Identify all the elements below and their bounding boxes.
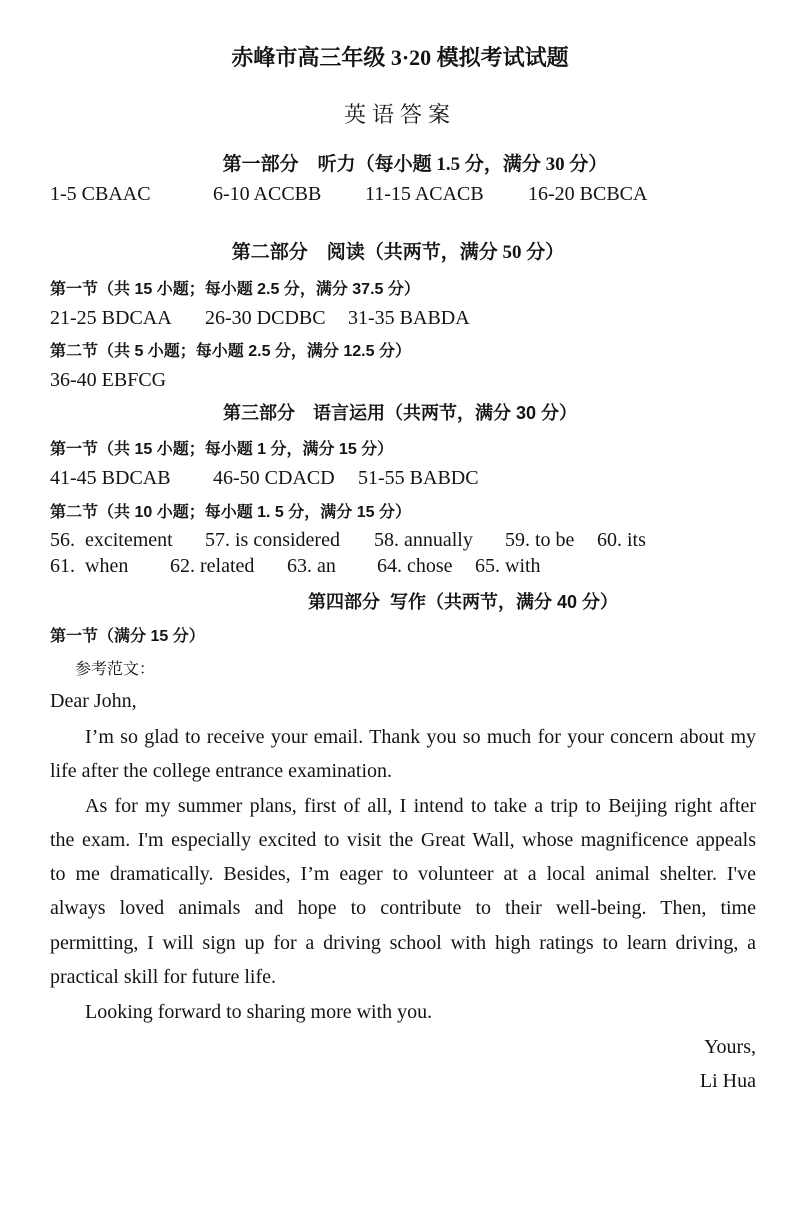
answer-group: 21-25 BDCAA <box>50 307 172 329</box>
fill-answer: 57. is considered <box>205 529 340 551</box>
answer-group: 36-40 EBFCG <box>50 369 167 391</box>
letter-line: the exam. I'm especially excited to visit the Great Wall, whose magnificence appeals <box>50 829 756 851</box>
letter-line: I’m so glad to receive your email. Thank you so much for your concern about my <box>85 726 756 748</box>
fill-answer: 63. an <box>287 555 336 577</box>
answer-group: 16-20 BCBCA <box>528 183 648 205</box>
letter-line: practical skill for future life. <box>50 966 277 988</box>
fill-answer: 60. its <box>597 529 646 551</box>
part2-section1-heading: 第一节（共 15 小题；每小题 2.5 分，满分 37.5 分） <box>50 281 420 298</box>
document-subtitle: 英语答案 <box>343 102 456 127</box>
answer-group: 1-5 CBAAC <box>50 183 151 205</box>
fill-answer: 64. chose <box>377 555 453 577</box>
fill-answer: 58. annually <box>374 529 473 551</box>
part4-heading: 第四部分 写作（共两节，满分 40 分） <box>307 592 619 612</box>
answer-group: 26-30 DCDBC <box>205 307 326 329</box>
part3-section2-heading: 第二节（共 10 小题；每小题 1. 5 分，满分 15 分） <box>50 504 411 521</box>
letter-signature: Li Hua <box>699 1070 756 1092</box>
part2-section2-heading: 第二节（共 5 小题；每小题 2.5 分，满分 12.5 分） <box>50 343 411 360</box>
fill-answer: 61. when <box>50 555 129 577</box>
part2-heading: 第二部分 阅读（共两节，满分 50 分） <box>231 242 565 263</box>
fill-answer: 65. with <box>475 555 541 577</box>
letter-line: Looking forward to sharing more with you. <box>85 1001 433 1023</box>
answer-group: 6-10 ACCBB <box>213 183 322 205</box>
document-title: 赤峰市高三年级 3·20 模拟考试试题 <box>231 45 569 70</box>
letter-line: life after the college entrance examination. <box>50 760 393 782</box>
fill-answer: 56. excitement <box>50 529 173 551</box>
part4-section1-heading: 第一节（满分 15 分） <box>50 628 205 645</box>
letter-line: always loved animals and hope to contribute to their well-being. Then, time <box>50 897 756 919</box>
sample-essay-label: 参考范文： <box>75 661 156 678</box>
letter-line: As for my summer plans, first of all, I intend to take a trip to Beijing right after <box>85 795 756 817</box>
fill-answer: 62. related <box>170 555 255 577</box>
part1-heading: 第一部分 听力（每小题 1.5 分，满分 30 分） <box>222 154 608 175</box>
answer-group: 11-15 ACACB <box>365 183 484 205</box>
letter-salutation: Dear John, <box>50 690 137 712</box>
part3-heading: 第三部分 语言运用（共两节，满分 30 分） <box>222 403 578 423</box>
letter-line: permitting, I will sign up for a driving school with high ratings to learn driving, a <box>50 932 756 954</box>
letter-closing: Yours, <box>704 1036 756 1058</box>
answer-group: 31-35 BABDA <box>348 307 470 329</box>
answer-group: 41-45 BDCAB <box>50 467 171 489</box>
letter-line: to me dramatically. Besides, I’m eager to volunteer at a local animal shelter. I've <box>50 863 756 885</box>
answer-group: 46-50 CDACD <box>213 467 335 489</box>
part3-section1-heading: 第一节（共 15 小题；每小题 1 分，满分 15 分） <box>50 441 394 458</box>
fill-answer: 59. to be <box>505 529 575 551</box>
answer-group: 51-55 BABDC <box>358 467 479 489</box>
